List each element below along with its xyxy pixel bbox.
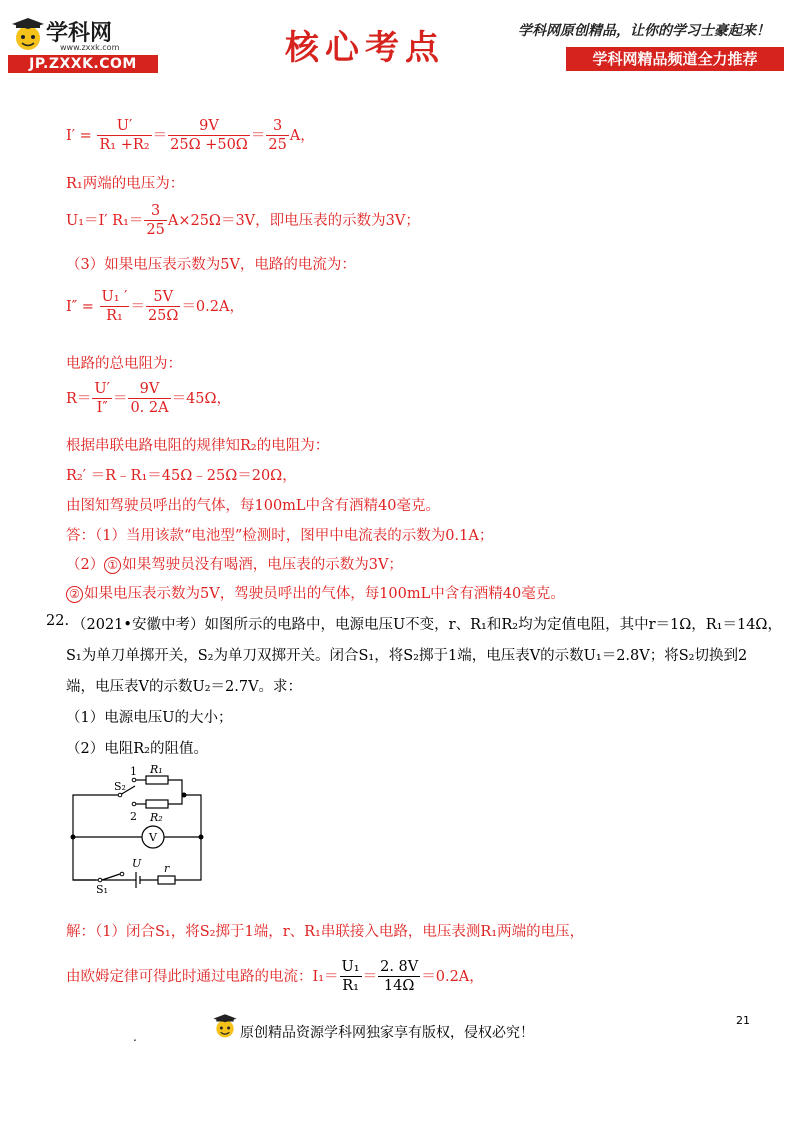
- formula-tail: A，: [289, 128, 315, 144]
- frac-den: R₁: [342, 978, 359, 994]
- answer-text: 如果驾驶员没有喝酒，电压表的示数为3V；: [122, 557, 403, 573]
- formula-lhs: I″ =: [66, 299, 94, 315]
- solution-line: 电路的总电阻为：: [66, 356, 182, 372]
- frac-num: 9V: [168, 118, 250, 136]
- header-banner: 学科网精品频道全力推荐: [566, 47, 784, 71]
- answer-line: 解：（1）闭合S₁，将S₂掷于1端，r、R₁串联接入电路，电压表测R₁两端的电压，: [66, 924, 585, 940]
- formula-ohm-law: 由欧姆定律可得此时通过电路的电流：I₁＝ $\frac{\text{U₁}}{\text{R₁}}$ ＝ $\frac{2. 8V}{14\Omega}$ ＝0.2A，: [66, 959, 484, 994]
- formula-total-resistance: R＝ $\frac{U'}{I''}$ ＝ $\frac{9V}{0. 2A}$ ＝45Ω，: [66, 381, 232, 416]
- frac-den: 25: [146, 222, 165, 238]
- label-r1: R₁: [150, 763, 163, 776]
- problem-text: 端，电压表V的示数U₂＝2.7V。求：: [66, 679, 303, 695]
- formula-lhs: R＝: [66, 391, 92, 407]
- header-title: 核心考点: [285, 28, 445, 68]
- logo-cn: 学科网: [46, 21, 113, 46]
- answer-text: 如果电压表示数为5V，驾驶员呼出的气体，每100mL中含有酒精40毫克。: [84, 586, 565, 602]
- frac-den: 25Ω +50Ω: [170, 137, 248, 153]
- solution-line: R₁两端的电压为：: [66, 176, 185, 192]
- mascot-logo-icon: [10, 18, 46, 56]
- frac-den: 14Ω: [383, 978, 415, 994]
- header: [0, 0, 800, 80]
- formula-lhs: U₁＝I′ R₁＝: [66, 213, 144, 229]
- label-r: r: [164, 862, 170, 875]
- frac-den: 0. 2A: [130, 400, 169, 416]
- frac-num: 3: [144, 203, 166, 221]
- circled-number: ①: [104, 557, 121, 574]
- label-terminal-2: 2: [130, 810, 137, 823]
- frac-num: 5V: [146, 289, 180, 307]
- page-number: 21: [736, 1014, 750, 1027]
- problem-text: （2021•安徽中考）如图所示的电路中，电源电压U不变，r、R₁和R₂均为定值电阻，其中r＝1Ω，R₁＝14Ω，: [72, 617, 782, 633]
- solution-line: （3）如果电压表示数为5V，电路的电流为：: [66, 257, 356, 273]
- frac-num: U₁: [341, 959, 360, 975]
- answer-prefix: （2）: [66, 557, 105, 573]
- label-s2: S₂: [114, 780, 126, 793]
- answer-line: [66, 553, 403, 574]
- frac-den: 25: [268, 137, 287, 153]
- frac-den: R₁: [106, 308, 123, 324]
- formula-lhs: 由欧姆定律可得此时通过电路的电流：I₁＝: [66, 969, 339, 985]
- formula-tail: ＝45Ω，: [171, 391, 232, 407]
- problem-number: 22.: [46, 613, 70, 629]
- answer-line: 答：（1）当用该款“电池型”检测时，图甲中电流表的示数为0.1A；: [66, 528, 494, 544]
- mascot-footer-icon: [212, 1014, 238, 1042]
- formula-voltage-r1: [66, 203, 420, 239]
- question: （1）电源电压U的大小；: [66, 710, 233, 726]
- frac-num: U₁ ′: [101, 289, 128, 305]
- frac-den: I″: [96, 400, 108, 416]
- formula-current-prime: I′ = $\frac{U'}{\text{R₁ +R₂}}$ ＝ $\frac{9V}{25\Omega +50\Omega}$ ＝ $\frac{3}{25}$ A，: [66, 118, 315, 153]
- frac-den: 25Ω: [147, 308, 179, 324]
- frac-num: 3: [266, 118, 288, 136]
- frac-num: 2. 8V: [380, 959, 419, 975]
- label-voltmeter: V: [149, 831, 157, 844]
- question: （2）电阻R₂的阻值。: [66, 741, 208, 757]
- formula-current-double-prime: I″ = $\frac{\text{U₁ ′}}{\text{R₁}}$ ＝ $\frac{5V}{25\Omega}$ ＝0.2A，: [66, 289, 244, 324]
- header-slogan: 学科网原创精品，让你的学习士豪起来！: [518, 23, 770, 39]
- formula-tail: ＝0.2A，: [421, 969, 484, 985]
- solution-line: R₂′ ＝R﹣R₁＝45Ω﹣25Ω＝20Ω，: [66, 468, 297, 484]
- logo-domain: JP.ZXXK.COM: [8, 55, 158, 73]
- label-r2: R₂: [150, 811, 163, 824]
- frac-num: 9V: [128, 381, 170, 399]
- label-s1: S₁: [96, 883, 108, 895]
- answer-line: [66, 582, 565, 603]
- frac-num: U′: [97, 118, 151, 136]
- circled-number: ②: [66, 586, 83, 603]
- solution-line: 根据串联电路电阻的规律知R₂的电阻为：: [66, 438, 330, 454]
- formula-lhs: I′ =: [66, 128, 92, 144]
- solution-line: 由图知驾驶员呼出的气体，每100mL中含有酒精40毫克。: [66, 498, 441, 514]
- logo-url: www.zxxk.com: [60, 43, 120, 52]
- label-terminal-1: 1: [130, 765, 137, 778]
- frac-num: U′: [94, 381, 110, 397]
- formula-tail: ＝0.2A，: [181, 299, 244, 315]
- label-u: U: [132, 857, 142, 870]
- frac-den: R₁ +R₂: [99, 137, 150, 153]
- footer-dot: .: [133, 1030, 137, 1044]
- circuit-diagram: [60, 760, 210, 895]
- formula-tail: A×25Ω＝3V，即电压表的示数为3V；: [167, 213, 420, 229]
- problem-text: S₁为单刀单掷开关，S₂为单刀双掷开关。闭合S₁，将S₂掷于1端，电压表V的示数U₁＝2.8V；将S₂切换到2: [66, 648, 748, 664]
- footer-copyright: 原创精品资源学科网独家享有版权，侵权必究！: [240, 1025, 534, 1041]
